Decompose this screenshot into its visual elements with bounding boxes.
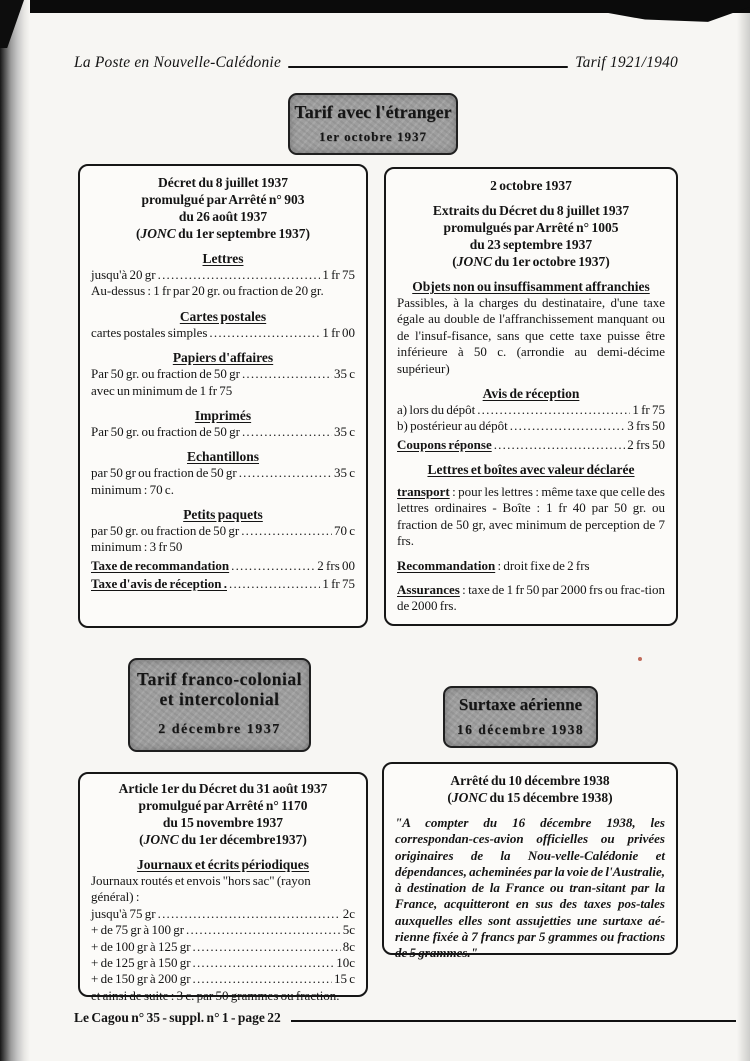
decree-header-line: du 26 août 1937 [178, 209, 268, 224]
term-text: : droit fixe de 2 frs [495, 557, 590, 573]
tariff-value: 1 fr 75 [322, 267, 355, 282]
dot-leader [239, 465, 332, 481]
tariff-value: 5c [342, 922, 355, 938]
tax-value: 2 frs 00 [317, 557, 355, 573]
tariff-row [91, 366, 355, 382]
tariff-label: + de 100 gr à 125 gr [91, 938, 191, 954]
tariff-label: par 50 gr ou fraction de 50 gr [91, 465, 237, 481]
tariff-row [91, 325, 355, 341]
stamp-title-line2: et intercolonial [159, 688, 280, 709]
stamp-title [137, 670, 302, 709]
section-title-echantillons: Echantillons [186, 449, 260, 465]
decree-box-journaux [78, 772, 368, 1003]
decree-header-line: du 23 septembre 1937 [469, 237, 593, 252]
stamp-tarif-franco-colonial [128, 658, 311, 752]
tariff-value: 1 fr 00 [322, 324, 355, 340]
section-title-avis-reception: Avis de réception [482, 385, 580, 401]
tax-value: 2 frs 50 [627, 436, 665, 452]
term-text: : taxe de 1 fr 50 par 2000 frs ou frac-tion de 2000 frs. [397, 581, 665, 614]
paragraph-assurances [397, 582, 665, 615]
scan-speck [638, 657, 642, 661]
paragraph-recommandation [397, 558, 665, 574]
dot-leader [186, 922, 341, 938]
dot-leader [242, 366, 332, 382]
tariff-value: 70 c [333, 523, 355, 538]
decree-header-line: Arrêté du 10 décembre 1938 [450, 773, 610, 788]
jonc-italic: JONC [456, 254, 492, 269]
dot-leader [510, 418, 626, 434]
decree-header-line: Article 1er du Décret du 31 août 1937 [118, 781, 328, 796]
stamp-tarif-etranger [288, 93, 458, 155]
page-footer [74, 1010, 736, 1026]
stamp-title: Surtaxe aérienne [458, 695, 583, 714]
tariff-row [91, 465, 355, 481]
tariff-label: a) lors du dépôt [397, 401, 476, 417]
jonc-italic: JONC [143, 832, 179, 847]
dot-leader [229, 576, 320, 592]
tariff-value: 3 frs 50 [627, 418, 665, 434]
decree-header-line: Extraits du Décret du 8 juillet 1937 [432, 203, 630, 218]
dot-leader [477, 402, 630, 418]
tariff-label: par 50 gr. ou fraction de 50 gr [91, 523, 240, 538]
tariff-row [91, 971, 355, 987]
note-line: Au-dessus : 1 fr par 20 gr. ou fraction de 20 gr. [91, 283, 324, 299]
tariff-row [91, 424, 355, 440]
jonc-open: ( [452, 254, 457, 269]
decree-header-line: promulgué par Arrêté n° 903 [141, 192, 305, 207]
stamp-date: 2 décembre 1937 [158, 722, 281, 737]
decree-header-line: Décret du 8 juillet 1937 [158, 175, 288, 190]
tariff-label: cartes postales simples [91, 324, 208, 340]
tariff-value: 1 fr 75 [632, 401, 665, 417]
footer-rule [291, 1020, 736, 1022]
decree-date: 2 octobre 1937 [490, 178, 572, 193]
decree-quote: "A compter du 16 décembre 1938, les correspondan-ces-avion officielles ou privées originaires de la Nou-velle-Calédonie et dépendances, acheminées par la voie de l'Australie, à destination de la France ou tran-sitant par la France, acquitteront en sus des taxes pos-tales auxquelles elles sont assujetties une surtaxe aé-rienne fixée à 7 francs par 5 grammes ou fractions de 5 grammes." [395, 815, 665, 960]
tariff-label: Par 50 gr. ou fraction de 50 gr [91, 366, 240, 382]
term-text: : pour les lettres : même taxe que celle des lettres ordinaires - Boîte : 1 fr 40 par 50 gr. ou fraction de 50 gr, avec minimum de perception de 7 frs. [397, 484, 665, 549]
tax-row-recommandation [91, 558, 355, 574]
paragraph-insuffisance: Passibles, à la charges du destinataire, d'une taxe égale au double de l'affranchissement manquant ou de l'insuf-fisance, sans que cette taxe puisse être inférieure à 50 c. (arrondie au demi-décime supérieur) [397, 295, 665, 376]
tariff-label: + de 75 gr à 100 gr [91, 922, 185, 938]
note-line: avec un minimum de 1 fr 75 [91, 382, 233, 398]
dot-leader [193, 955, 335, 971]
note-line: minimum : 70 c. [91, 481, 174, 497]
tariff-label: + de 125 gr à 150 gr [91, 954, 191, 970]
jonc-italic: JONC [140, 226, 176, 241]
tax-row-avis-reception [91, 576, 355, 592]
section-title-papiers-affaires: Papiers d'affaires [172, 350, 274, 366]
dot-leader [193, 939, 341, 955]
dot-leader [158, 906, 341, 922]
dot-leader [193, 971, 332, 987]
jonc-rest: du 1er septembre 1937) [175, 226, 310, 241]
note-line: et ainsi de suite : 3 c. par 50 grammes ou fraction. [91, 987, 340, 1003]
dot-leader [494, 437, 626, 453]
tariff-value: 8c [342, 938, 355, 954]
header-left-title: La Poste en Nouvelle-Calédonie [74, 54, 282, 71]
dot-leader [241, 523, 332, 539]
stamp-title-line1: Tarif franco-colonial [137, 669, 302, 689]
scan-top-edge-right [600, 0, 750, 23]
jonc-rest: du 15 décembre 1938) [487, 790, 613, 805]
scan-right-edge [737, 13, 750, 1061]
tariff-value: 35 c [333, 366, 355, 382]
jonc-line [397, 253, 665, 270]
stamp-date: 16 décembre 1938 [456, 722, 585, 737]
tariff-row [91, 955, 355, 971]
jonc-italic: JONC [451, 790, 488, 805]
paragraph-transport [397, 484, 665, 550]
decree-header-line: du 15 novembre 1937 [162, 815, 284, 830]
dot-leader [231, 558, 315, 574]
footer-text: Le Cagou n° 35 - suppl. n° 1 - page 22 [74, 1010, 281, 1025]
tariff-value: 10c [336, 954, 355, 970]
tariff-value: 2c [342, 905, 355, 921]
tariff-label: jusqu'à 75 gr [91, 905, 156, 921]
jonc-open: ( [135, 226, 141, 241]
decree-box-etranger [78, 164, 368, 628]
header-rule [288, 66, 568, 69]
tax-row-coupons-reponse [397, 437, 665, 453]
section-title-objets-non-affranchis: Objets non ou insuffisamment affranchies [412, 279, 650, 294]
stamp-date: 1er octobre 1937 [319, 129, 427, 144]
tax-label: Taxe d'avis de réception . [91, 576, 227, 592]
term-assurances: Assurances [397, 581, 460, 597]
tariff-row [91, 922, 355, 938]
section-title-lettres: Lettres [202, 251, 244, 266]
decree-box-surtaxe [382, 762, 678, 960]
jonc-line [91, 831, 355, 848]
jonc-open: ( [139, 832, 144, 847]
jonc-line [395, 789, 665, 806]
scan-book-spine [0, 0, 30, 1061]
jonc-open: ( [447, 790, 452, 805]
tariff-label: b) postérieur au dépôt [397, 418, 508, 434]
tariff-row [91, 939, 355, 955]
term-transport: transport [397, 484, 450, 499]
note-line: minimum : 3 fr 50 [91, 539, 183, 555]
jonc-rest: du 1er octobre 1937) [492, 254, 610, 269]
jonc-rest: du 1er décembre1937) [178, 832, 307, 847]
page-header [74, 54, 678, 72]
tariff-row [397, 418, 665, 434]
section-title-valeur-declaree: Lettres et boîtes avec valeur déclarée [427, 462, 635, 477]
section-title-journaux: Journaux et écrits périodiques [136, 857, 310, 872]
term-recommandation: Recommandation [397, 557, 496, 573]
note-line: Journaux routés et envois "hors sac" (rayon général) : [91, 873, 311, 905]
header-right-title: Tarif 1921/1940 [575, 54, 678, 71]
section-title-imprimes: Imprimés [194, 407, 252, 423]
section-title-petits-paquets: Petits paquets [183, 507, 263, 522]
tariff-value: 15 c [333, 971, 355, 987]
decree-box-extraits [384, 167, 678, 626]
stamp-surtaxe-aerienne [443, 686, 598, 748]
decree-header-line: promulgué par Arrêté n° 1170 [138, 798, 308, 813]
tariff-row [397, 402, 665, 418]
dot-leader [209, 325, 320, 341]
tariff-value: 35 c [333, 423, 355, 439]
jonc-line [91, 225, 355, 242]
tariff-value: 35 c [333, 465, 355, 481]
tax-value: 1 fr 75 [322, 576, 355, 592]
dot-leader [158, 267, 321, 283]
tariff-row [91, 906, 355, 922]
tax-label: Coupons réponse [397, 436, 492, 452]
stamp-title: Tarif avec l'étranger [294, 102, 452, 122]
tariff-label: jusqu'à 20 gr [91, 267, 156, 282]
dot-leader [242, 424, 332, 440]
section-title-cartes-postales: Cartes postales [179, 308, 267, 324]
tariff-row [91, 523, 355, 539]
tariff-row [91, 267, 355, 283]
decree-header-line: promulgués par Arrêté n° 1005 [443, 220, 619, 235]
tax-label: Taxe de recommandation [91, 557, 230, 573]
tariff-label: Par 50 gr. ou fraction de 50 gr [91, 423, 240, 439]
tariff-label: + de 150 gr à 200 gr [91, 971, 191, 987]
